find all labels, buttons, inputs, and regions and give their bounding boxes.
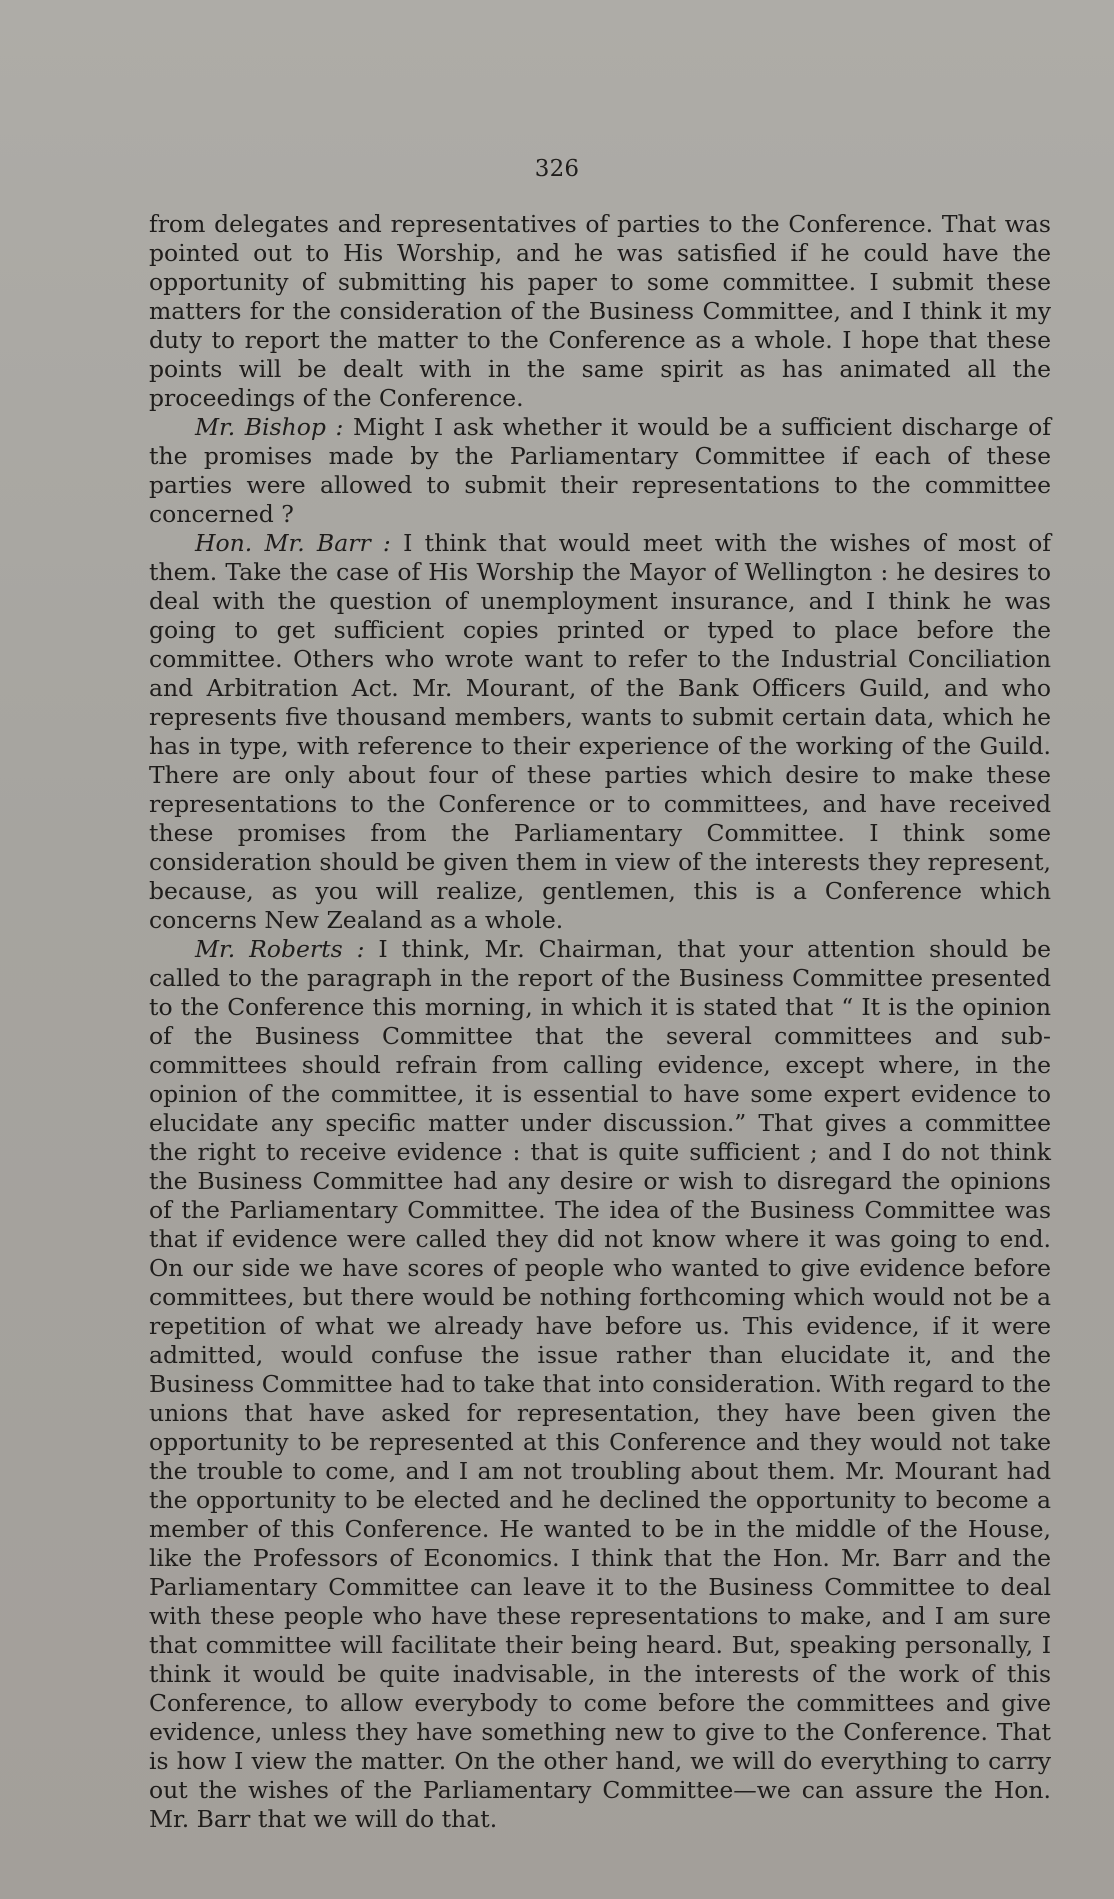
page-number: 326 bbox=[534, 156, 580, 182]
paragraph-continuation bbox=[149, 210, 1051, 413]
paragraph-text: I think, Mr. Chairman, that your attention should be called to the paragraph in the report of the Business Committee presented to the Conference this morning, in which it is stated that “ It is the opinion of the Business Committee that the several committees and sub-committees should refrain from calling evidence, except where, in the opinion of the committee, it is essential to have some expert evidence to elucidate any specific matter under discussion.” That gives a committee the right to receive evidence : that is quite sufficient ; and I do not think the Business Committee had any desire or wish to disregard the opinions of the Parliamentary Committee. The idea of the Business Committee was that if evidence were called they did not know where it was going to end. On our side we have scores of people who wanted to give evidence before committees, but there would be nothing forthcoming which would not be a repetition of what we already have before us. This evidence, if it were admitted, would confuse the issue rather than elucidate it, and the Business Committee had to take that into consideration. With regard to the unions that have asked for representation, they have been given the opportunity to be represented at this Conference and they would not take the trouble to come, and I am not troubling about them. Mr. Mourant had the opportunity to be elected and he declined the opportunity to become a member of this Conference. He wanted to be in the middle of the House, like the Professors of Economics. I think that the Hon. Mr. Barr and the Parliamentary Committee can leave it to the Business Committee to deal with these people who have these representations to make, and I am sure that committee will facilitate their being heard. But, speaking personally, I think it would be quite inadvisable, in the interests of the work of this Conference, to allow everybody to come before the committees and give evidence, unless they have something new to give to the Conference. That is how I view the matter. On the other hand, we will do everything to carry out the wishes of the Parliamentary Committee—we can assure the Hon. Mr. Barr that we will do that. bbox=[149, 935, 1051, 1833]
paragraph-text: from delegates and representatives of parties to the Conference. That was pointed out to His Worship, and he was satisfied if he could have the opportunity of submitting his paper to some committee. I submit these matters for the consideration of the Business Committee, and I think it my duty to report the matter to the Conference as a whole. I hope that these points will be dealt with in the same spirit as has animated all the proceedings of the Conference. bbox=[149, 210, 1051, 412]
body-text bbox=[149, 210, 1051, 1834]
speaker-name: Mr. Bishop : bbox=[195, 413, 344, 441]
paragraph-roberts bbox=[149, 935, 1051, 1834]
paragraph-text: Might I ask whether it would be a sufficient discharge of the promises made by the Parliamentary Committee if each of these parties were allowed to submit their representations to the committee concerned ? bbox=[149, 413, 1051, 528]
speaker-name: Hon. Mr. Barr : bbox=[195, 529, 391, 557]
paragraph-barr bbox=[149, 529, 1051, 935]
paragraph-text: I think that would meet with the wishes of most of them. Take the case of His Worship the Mayor of Wellington : he desires to deal with the question of unemployment insurance, and I think he was going to get sufficient copies printed or typed to place before the committee. Others who wrote want to refer to the Industrial Conciliation and Arbitration Act. Mr. Mourant, of the Bank Officers Guild, and who represents five thousand members, wants to submit certain data, which he has in type, with reference to their experience of the working of the Guild. There are only about four of these parties which desire to make these representations to the Conference or to committees, and have received these promises from the Parliamentary Committee. I think some consideration should be given them in view of the interests they represent, because, as you will realize, gentlemen, this is a Conference which concerns New Zealand as a whole. bbox=[149, 529, 1051, 934]
speaker-name: Mr. Roberts : bbox=[195, 935, 365, 963]
paragraph-bishop bbox=[149, 413, 1051, 529]
